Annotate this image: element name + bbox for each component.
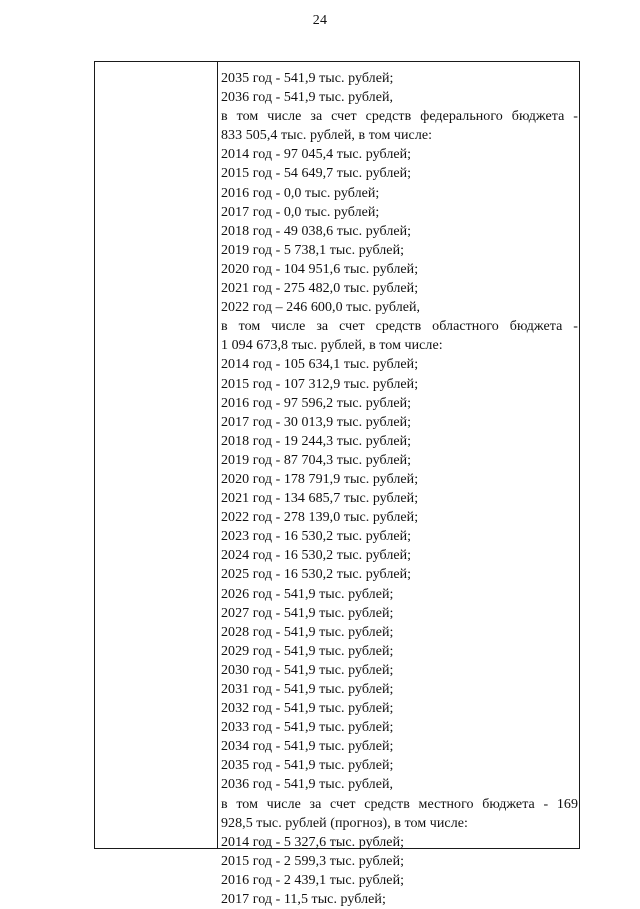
text-line: 2018 год - 49 038,6 тыс. рублей; xyxy=(221,223,412,239)
text-line: 2014 год - 5 327,6 тыс. рублей; xyxy=(221,834,405,850)
text-line: 2015 год - 54 649,7 тыс. рублей; xyxy=(221,166,412,182)
text-line: 2035 год - 541,9 тыс. рублей; xyxy=(221,71,394,86)
text-line: 2017 год - 30 013,9 тыс. рублей; xyxy=(221,414,412,430)
text-line: 2025 год - 16 530,2 тыс. рублей; xyxy=(221,567,412,583)
text-line: 2017 год - 0,0 тыс. рублей; xyxy=(221,204,380,220)
text-line: 2024 год - 16 530,2 тыс. рублей; xyxy=(221,548,412,564)
text-line: 2030 год - 541,9 тыс. рублей; xyxy=(221,662,394,678)
text-line: 2018 год - 19 244,3 тыс. рублей; xyxy=(221,433,412,449)
text-line: 2032 год - 541,9 тыс. рублей; xyxy=(221,701,394,717)
text-line: 2015 год - 107 312,9 тыс. рублей; xyxy=(221,376,419,392)
text-line: 2015 год - 2 599,3 тыс. рублей; xyxy=(221,853,405,869)
text-line: 2014 год - 105 634,1 тыс. рублей; xyxy=(221,357,419,373)
text-line: 2019 год - 5 738,1 тыс. рублей; xyxy=(221,242,405,258)
text-line: 2033 год - 541,9 тыс. рублей; xyxy=(221,720,394,736)
text-line: 2020 год - 104 951,6 тыс. рублей; xyxy=(221,261,419,277)
text-line: 2026 год - 541,9 тыс. рублей; xyxy=(221,586,394,602)
text-line: 2023 год - 16 530,2 тыс. рублей; xyxy=(221,529,412,545)
text-line: 2021 год - 134 685,7 тыс. рублей; xyxy=(221,491,419,507)
text-line: 1 094 673,8 тыс. рублей, в том числе: xyxy=(221,338,443,354)
column-divider xyxy=(217,62,218,848)
text-line: 2017 год - 11,5 тыс. рублей; xyxy=(221,892,386,908)
text-line: 2036 год - 541,9 тыс. рублей, xyxy=(221,90,394,106)
text-line: 2036 год - 541,9 тыс. рублей, xyxy=(221,777,394,793)
text-line: 2022 год - 278 139,0 тыс. рублей; xyxy=(221,510,419,526)
text-line: 2031 год - 541,9 тыс. рублей; xyxy=(221,682,394,697)
text-line: 2016 год - 0,0 тыс. рублей; xyxy=(221,185,380,201)
page-number: 24 xyxy=(312,13,328,28)
text-line: 2028 год - 541,9 тыс. рублей; xyxy=(221,624,394,640)
text-line: в том числе за счет средств федерального бюджета - xyxy=(221,109,578,125)
text-line: 928,5 тыс. рублей (прогноз), в том числе: xyxy=(221,815,468,831)
text-line: 2014 год - 97 045,4 тыс. рублей; xyxy=(221,147,412,163)
text-line: 2022 год – 246 600,0 тыс. рублей, xyxy=(221,300,421,316)
text-line: 2021 год - 275 482,0 тыс. рублей; xyxy=(221,281,419,297)
text-line: в том числе за счет средств местного бюджета - 169 xyxy=(221,796,578,812)
text-line: 2016 год - 2 439,1 тыс. рублей; xyxy=(221,872,405,888)
text-line: 2027 год - 541,9 тыс. рублей; xyxy=(221,605,394,621)
text-line: 2035 год - 541,9 тыс. рублей; xyxy=(221,758,394,774)
text-line: 2016 год - 97 596,2 тыс. рублей; xyxy=(221,395,412,411)
document-table xyxy=(94,61,580,908)
text-line: 2029 год - 541,9 тыс. рублей; xyxy=(221,643,394,659)
table-cell-text xyxy=(221,69,578,909)
text-line: 2019 год - 87 704,3 тыс. рублей; xyxy=(221,452,412,468)
text-line: 2020 год - 178 791,9 тыс. рублей; xyxy=(221,471,419,487)
text-line: 833 505,4 тыс. рублей, в том числе: xyxy=(221,128,433,144)
text-line: 2034 год - 541,9 тыс. рублей; xyxy=(221,739,394,755)
text-line: в том числе за счет средств областного бюджета - xyxy=(221,319,578,335)
